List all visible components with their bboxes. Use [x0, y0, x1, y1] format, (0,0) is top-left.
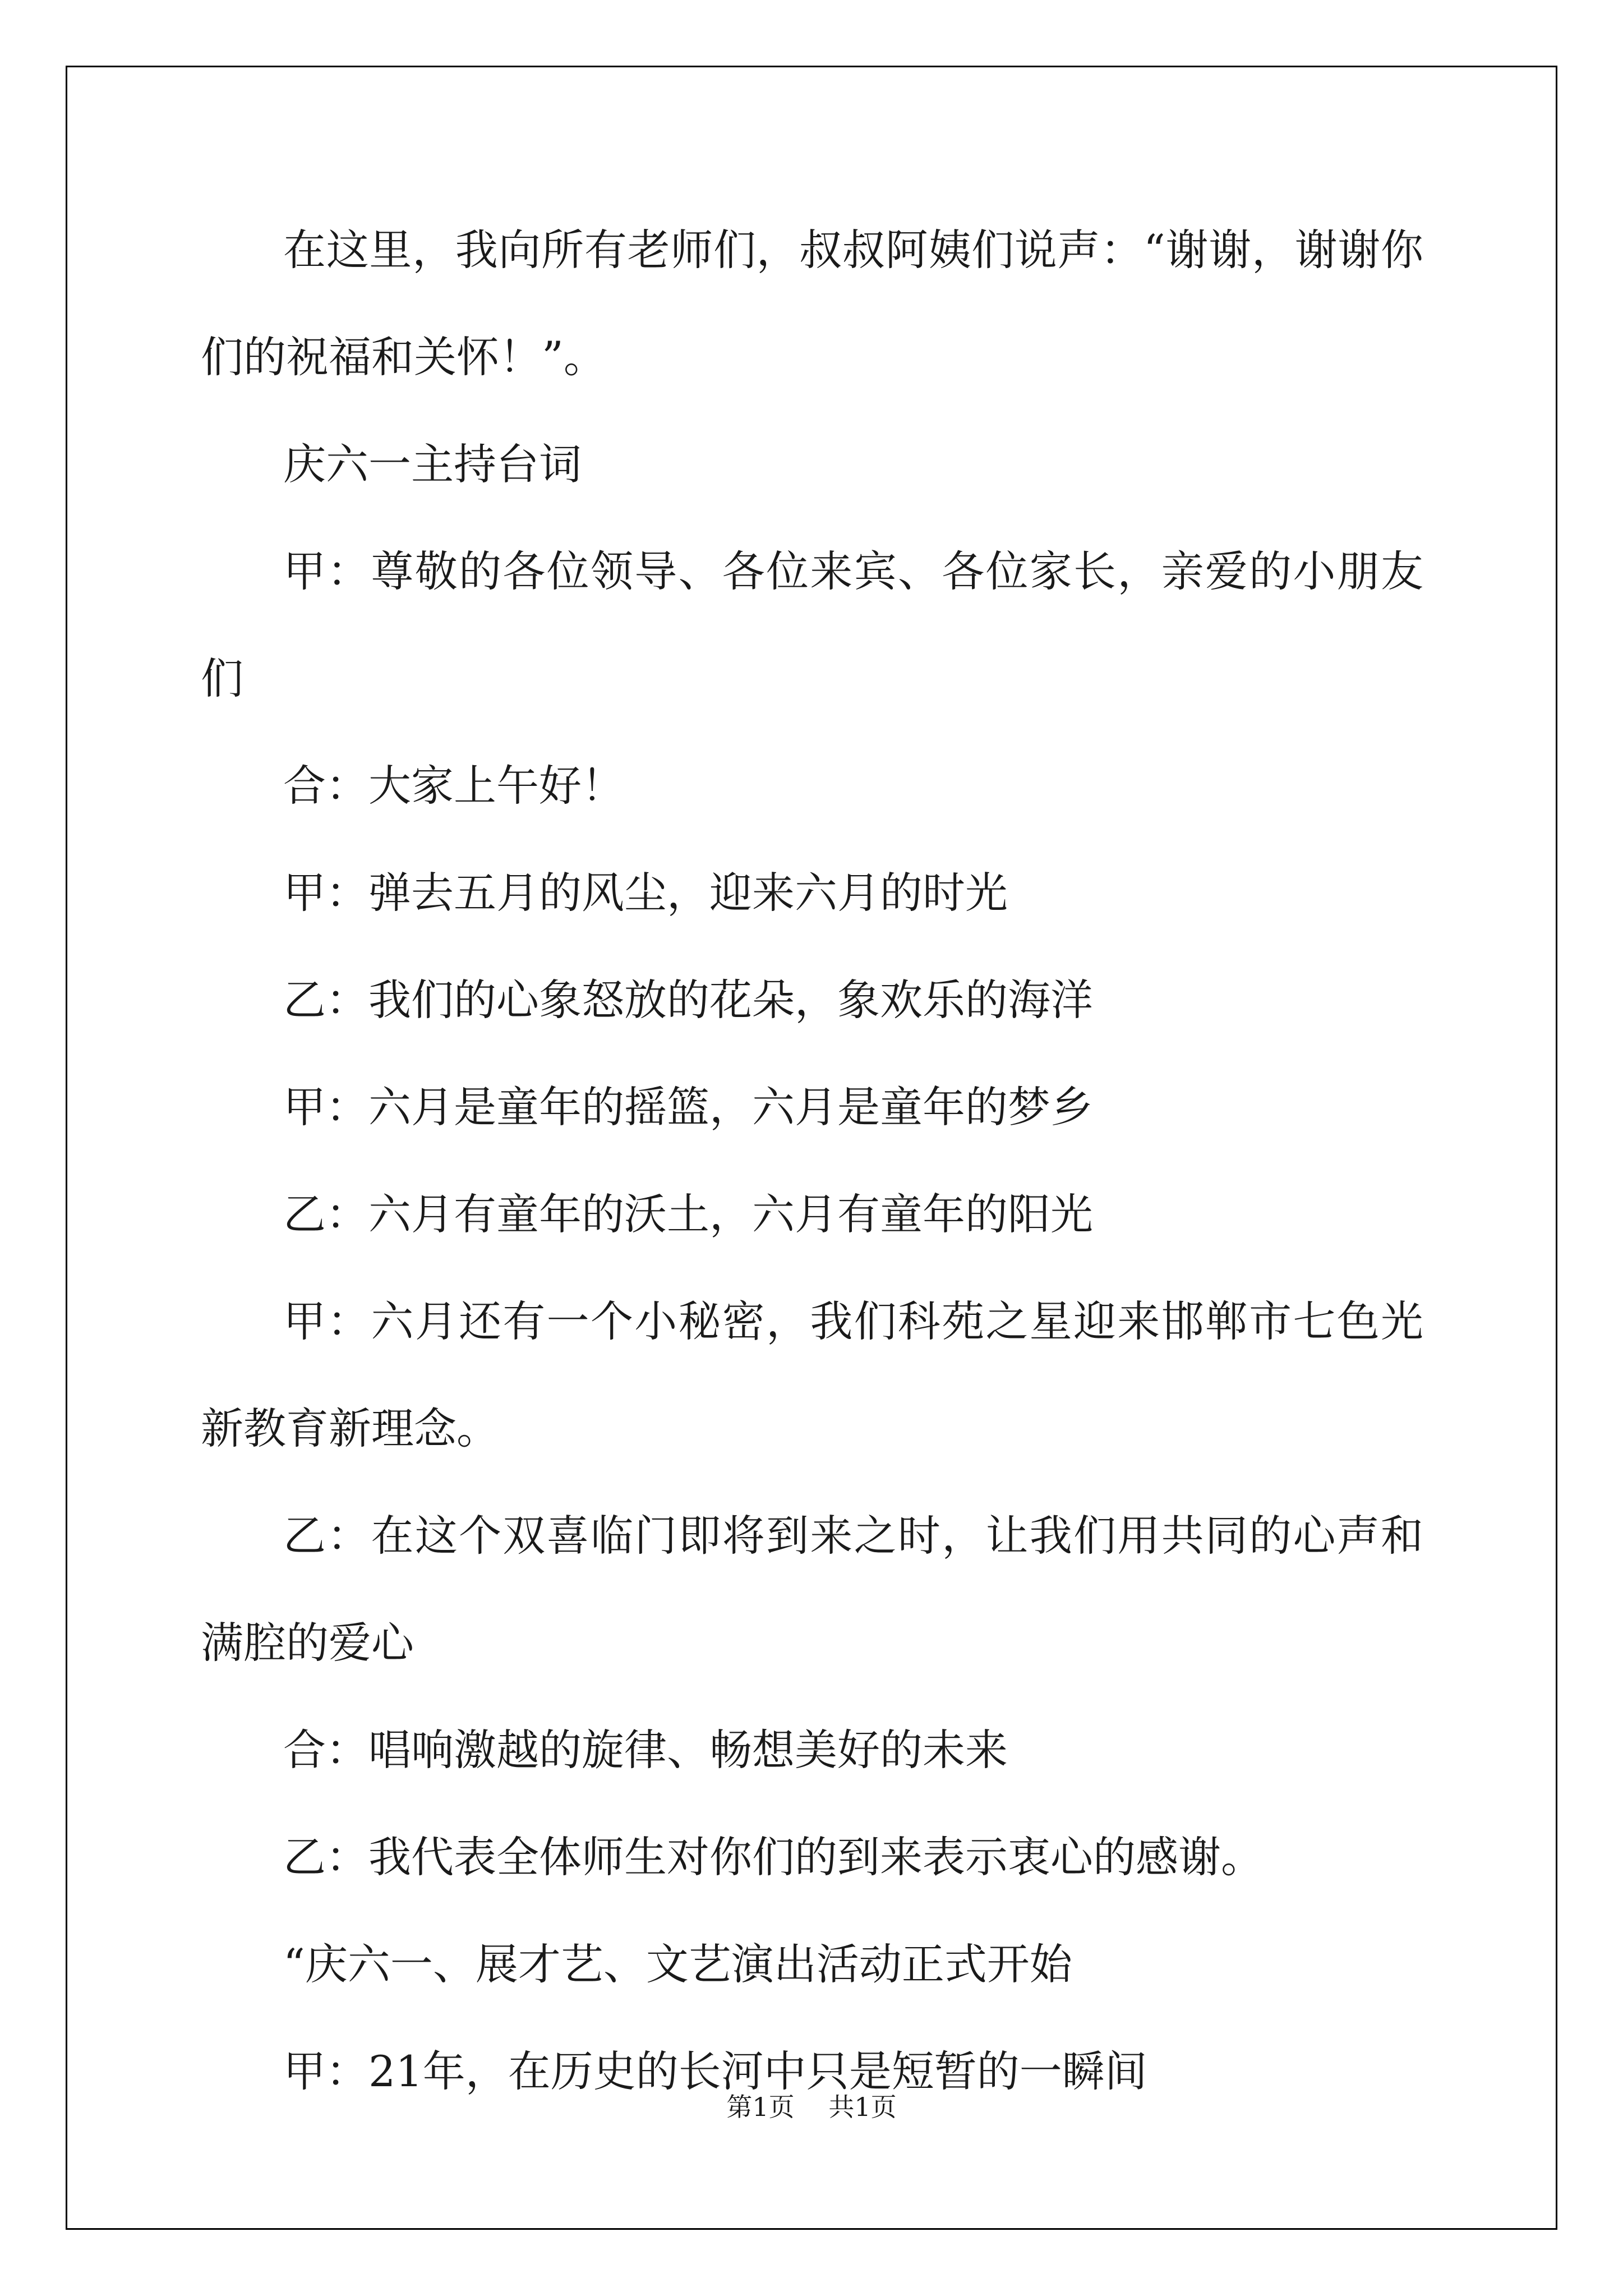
paragraph: 乙：我们的心象怒放的花朵，象欢乐的海洋 [283, 975, 1093, 1025]
page-number: 第1页 [726, 2092, 795, 2122]
paragraph: 乙：六月有童年的沃土，六月有童年的阳光 [283, 1189, 1093, 1239]
paragraph: 甲：弹去五月的风尘，迎来六月的时光 [283, 868, 1008, 918]
paragraph: 甲：21年，在历史的长河中只是短暂的一瞬间 [283, 2046, 1147, 2096]
page-total: 共1页 [828, 2092, 897, 2122]
paragraph: 甲：六月是童年的摇篮，六月是童年的梦乡 [283, 1082, 1093, 1132]
paragraph: 合：大家上午好！ [283, 761, 624, 811]
paragraph: 甲：六月还有一个小秘密，我们科苑之星迎来邯郸市七色光新教育新理念。 [201, 1296, 1423, 1453]
paragraph: 乙：我代表全体师生对你们的到来表示衷心的感谢。 [283, 1832, 1264, 1882]
paragraph: 乙：在这个双喜临门即将到来之时，让我们用共同的心声和满腔的爱心 [201, 1511, 1423, 1668]
paragraph: 合：唱响激越的旋律、畅想美好的未来 [283, 1725, 1008, 1775]
paragraph: 庆六一主持台词 [283, 439, 582, 489]
paragraph: “庆六一、展才艺、文艺演出活动正式开始 [283, 1939, 1072, 1989]
document-body [201, 196, 1423, 2125]
page-footer [0, 2087, 1623, 2124]
paragraph: 甲：尊敬的各位领导、各位来宾、各位家长，亲爱的小朋友们 [201, 546, 1423, 703]
paragraph: 在这里，我向所有老师们，叔叔阿姨们说声：“谢谢，谢谢你们的祝福和关怀！”。 [201, 225, 1423, 382]
